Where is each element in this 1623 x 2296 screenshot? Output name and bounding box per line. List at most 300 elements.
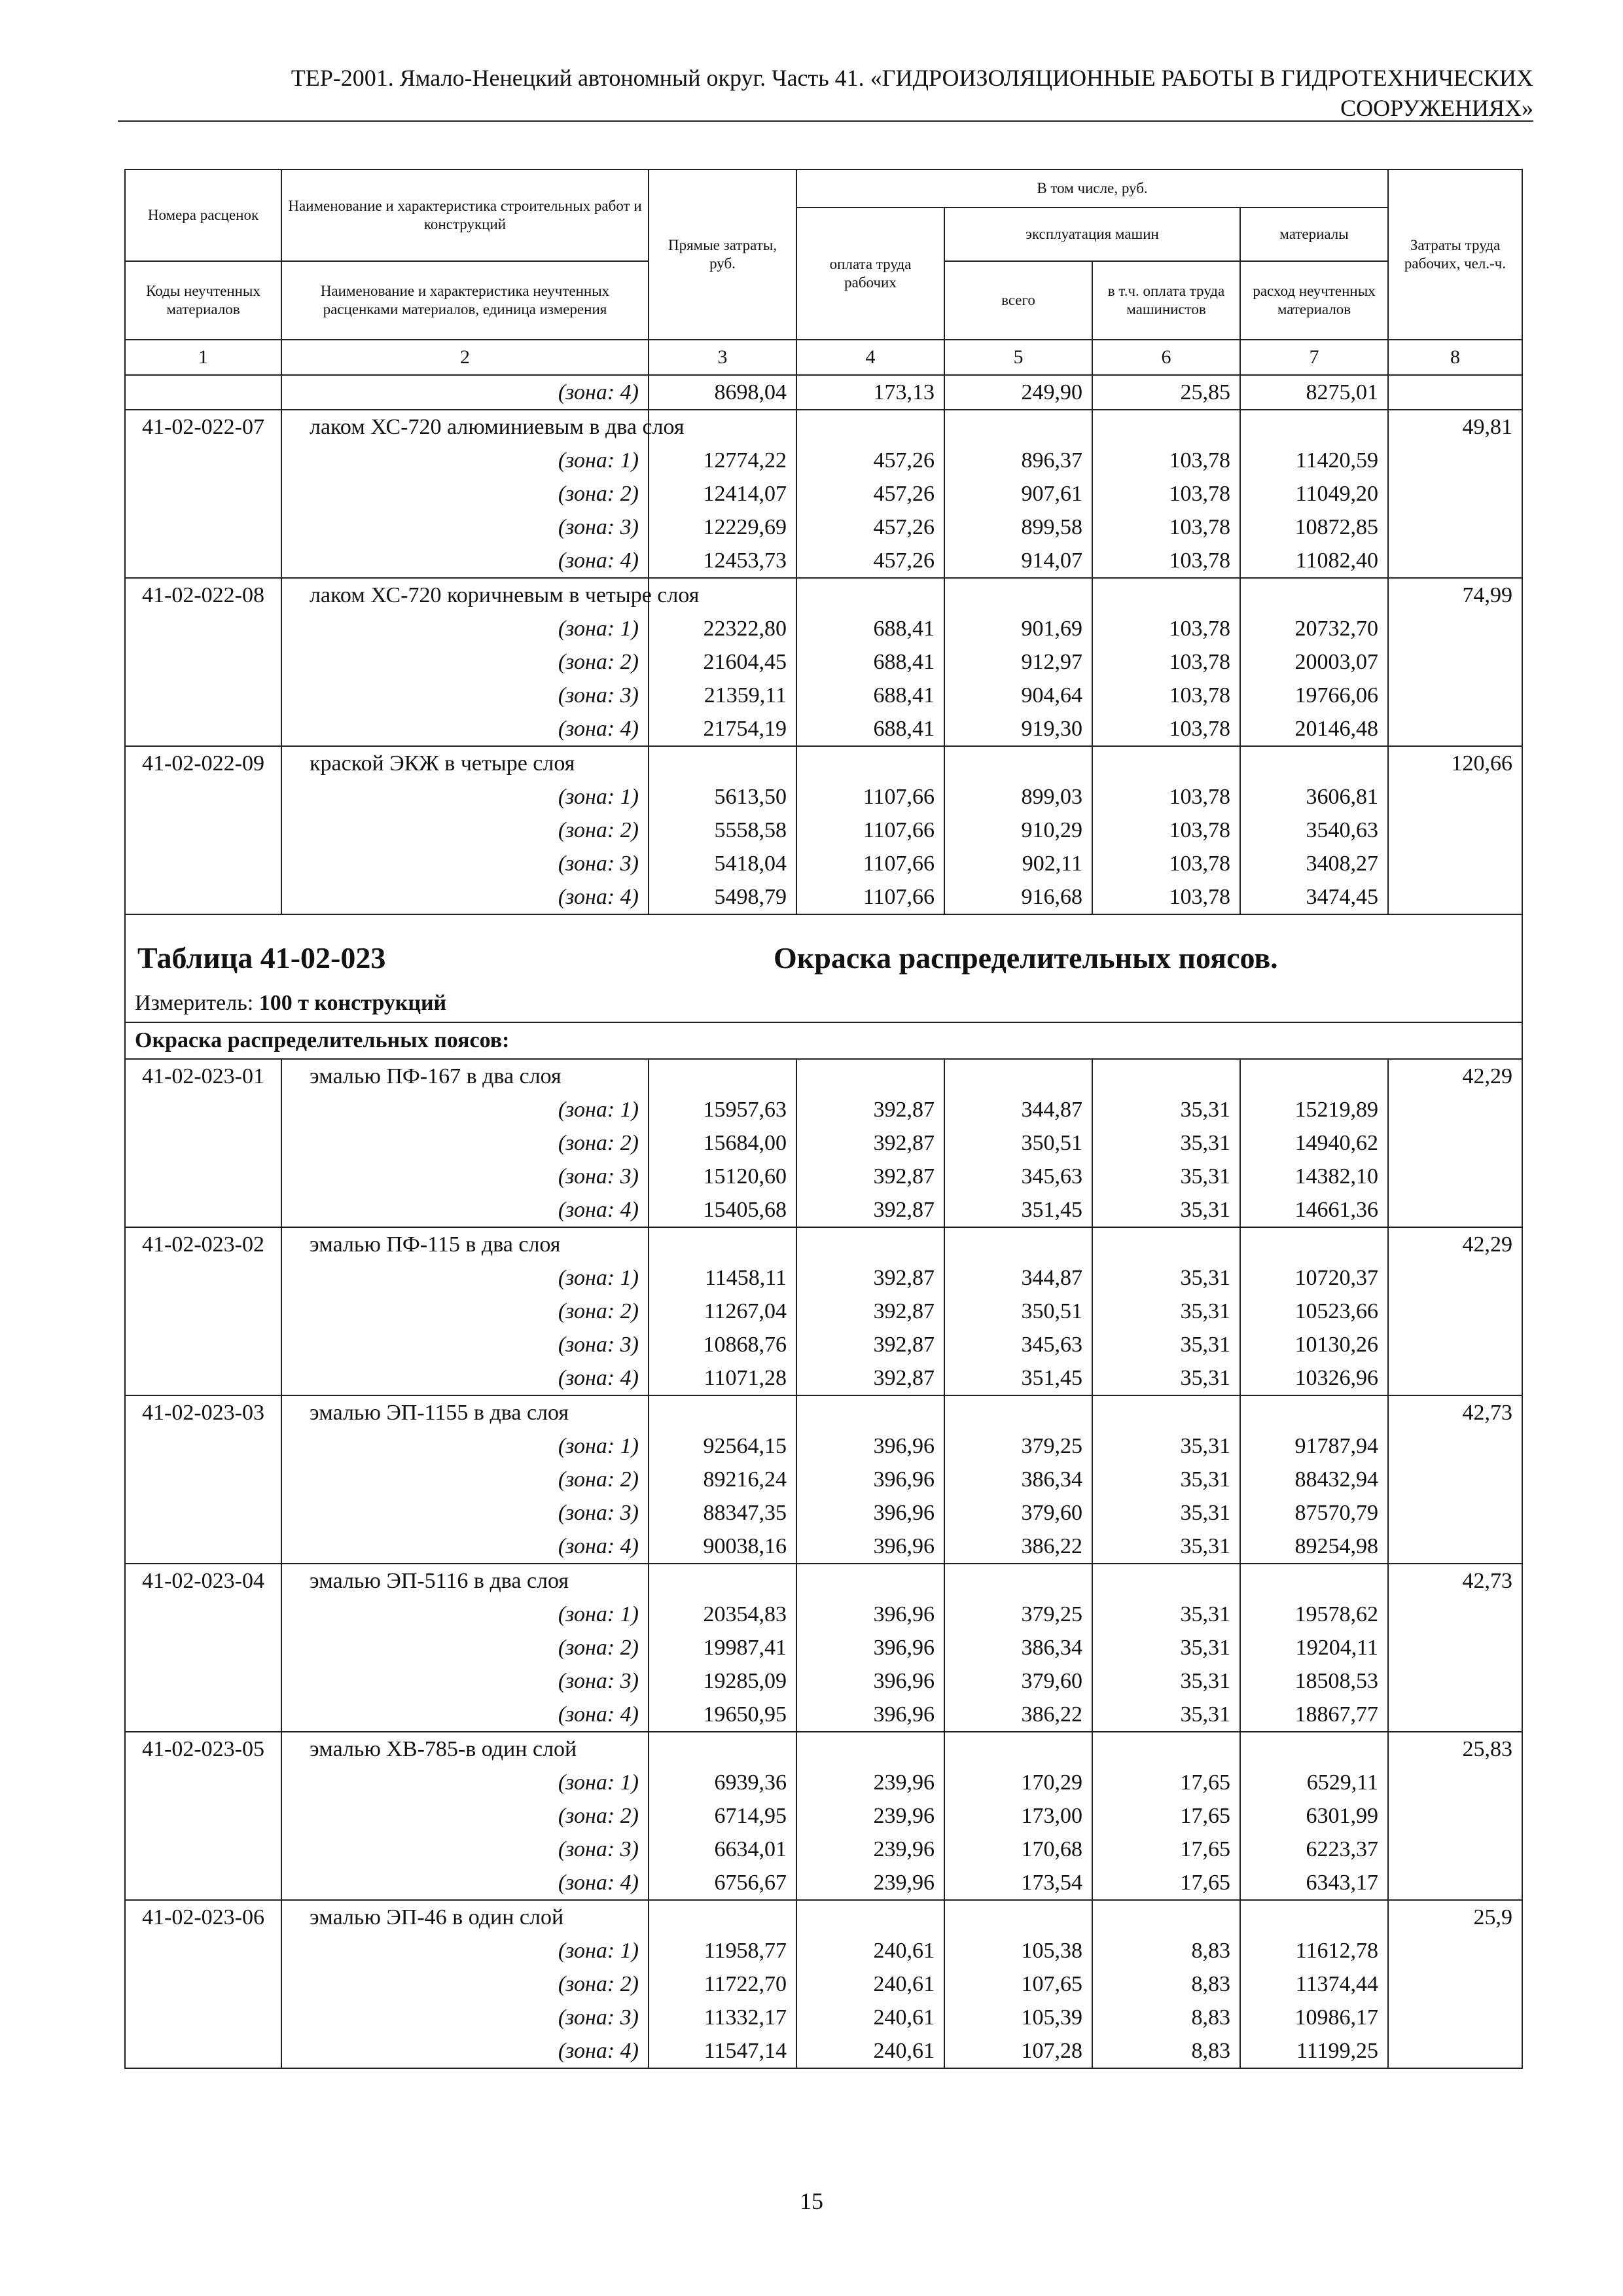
labor-costs-empty [1388, 1698, 1522, 1732]
rate-code-empty [125, 1463, 281, 1496]
zone-label: (зона: 3) [281, 847, 649, 880]
workers-wages: 396,96 [796, 1698, 944, 1732]
machines-total: 351,45 [944, 1361, 1092, 1395]
zone-label: (зона: 3) [281, 1160, 649, 1193]
direct-costs: 11332,17 [649, 2001, 796, 2034]
machinist-wages: 35,31 [1092, 1530, 1240, 1564]
zone-label: (зона: 3) [281, 2001, 649, 2034]
materials-cost: 6343,17 [1240, 1866, 1388, 1900]
table-heading: Окраска распределительных поясов. [774, 941, 1278, 975]
materials-cost: 10720,37 [1240, 1261, 1388, 1295]
workers-wages: 1107,66 [796, 780, 944, 814]
table-row [125, 645, 1522, 679]
rate-code-empty [125, 1295, 281, 1328]
table-row [125, 814, 1522, 847]
machinist-wages: 35,31 [1092, 1698, 1240, 1732]
materials-cost: 20003,07 [1240, 645, 1388, 679]
column-number: 5 [944, 340, 1092, 375]
machines-total: 173,00 [944, 1799, 1092, 1833]
table-body-022 [125, 375, 1522, 914]
table-023-heading [125, 914, 1522, 1059]
header-materials: материалы [1240, 207, 1388, 261]
direct-costs: 21359,11 [649, 679, 796, 712]
zone-label: (зона: 4) [281, 1530, 649, 1564]
workers-wages: 239,96 [796, 1799, 944, 1833]
direct-costs-empty [649, 1900, 796, 1934]
materials-cost-empty [1240, 746, 1388, 780]
zone-label: (зона: 3) [281, 1833, 649, 1866]
materials-cost-empty [1240, 1564, 1388, 1598]
workers-wages: 1107,66 [796, 847, 944, 880]
labor-costs-empty [1388, 814, 1522, 847]
rate-code: 41-02-023-05 [125, 1732, 281, 1766]
zone-label: (зона: 1) [281, 1429, 649, 1463]
workers-wages-empty [796, 1395, 944, 1429]
rate-group-header [125, 1732, 1522, 1766]
zone-label: (зона: 4) [281, 712, 649, 746]
direct-costs: 15405,68 [649, 1193, 796, 1227]
materials-cost: 11612,78 [1240, 1934, 1388, 1967]
rate-code: 41-02-023-01 [125, 1059, 281, 1093]
materials-cost-empty [1240, 1059, 1388, 1093]
machinist-wages: 103,78 [1092, 712, 1240, 746]
machinist-wages-empty [1092, 410, 1240, 444]
column-number: 8 [1388, 340, 1522, 375]
zone-label: (зона: 1) [281, 1934, 649, 1967]
machinist-wages: 35,31 [1092, 1631, 1240, 1664]
workers-wages-empty [796, 1900, 944, 1934]
table-row [125, 1295, 1522, 1328]
machines-total: 386,22 [944, 1530, 1092, 1564]
labor-costs-empty [1388, 1463, 1522, 1496]
rate-code-empty [125, 1799, 281, 1833]
meter-label: Измеритель: [135, 991, 254, 1015]
rate-code-empty [125, 1631, 281, 1664]
machines-total: 105,38 [944, 1934, 1092, 1967]
zone-label: (зона: 4) [281, 544, 649, 578]
zone-label: (зона: 2) [281, 1631, 649, 1664]
zone-label: (зона: 1) [281, 1766, 649, 1799]
direct-costs: 6756,67 [649, 1866, 796, 1900]
machinist-wages: 103,78 [1092, 679, 1240, 712]
table-row [125, 1866, 1522, 1900]
labor-costs-empty [1388, 1967, 1522, 2001]
workers-wages: 392,87 [796, 1126, 944, 1160]
rate-code: 41-02-023-06 [125, 1900, 281, 1934]
table-title-row [125, 914, 1522, 985]
rate-group-header [125, 578, 1522, 612]
table-row [125, 1631, 1522, 1664]
machines-total: 386,34 [944, 1463, 1092, 1496]
labor-costs-empty [1388, 780, 1522, 814]
machines-total-empty [944, 1900, 1092, 1934]
direct-costs: 5558,58 [649, 814, 796, 847]
direct-costs: 6939,36 [649, 1766, 796, 1799]
labor-costs-empty [1388, 2034, 1522, 2068]
materials-cost: 14940,62 [1240, 1126, 1388, 1160]
rate-code-empty [125, 1698, 281, 1732]
workers-wages: 457,26 [796, 477, 944, 511]
machines-total: 170,68 [944, 1833, 1092, 1866]
machinist-wages: 35,31 [1092, 1093, 1240, 1126]
workers-wages-empty [796, 1732, 944, 1766]
table-number: Таблица 41-02-023 [137, 941, 386, 975]
labor-costs: 74,99 [1388, 578, 1522, 612]
table-row [125, 612, 1522, 645]
materials-cost: 88432,94 [1240, 1463, 1388, 1496]
table-row [125, 1093, 1522, 1126]
machines-total: 379,25 [944, 1429, 1092, 1463]
machinist-wages-empty [1092, 1564, 1240, 1598]
direct-costs: 10868,76 [649, 1328, 796, 1361]
materials-cost-empty [1240, 1395, 1388, 1429]
materials-cost: 6223,37 [1240, 1833, 1388, 1866]
machines-total: 914,07 [944, 544, 1092, 578]
labor-costs-empty [1388, 880, 1522, 914]
direct-costs: 12229,69 [649, 511, 796, 544]
zone-label: (зона: 3) [281, 1328, 649, 1361]
rate-code-empty [125, 1126, 281, 1160]
machinist-wages: 103,78 [1092, 645, 1240, 679]
rate-group-header [125, 410, 1522, 444]
labor-costs: 42,29 [1388, 1059, 1522, 1093]
machines-total-empty [944, 578, 1092, 612]
materials-cost: 19578,62 [1240, 1598, 1388, 1631]
rate-code-empty [125, 2001, 281, 2034]
workers-wages: 173,13 [796, 375, 944, 410]
materials-cost: 20732,70 [1240, 612, 1388, 645]
table-row [125, 2001, 1522, 2034]
rate-name: краской ЭКЖ в четыре слоя [281, 746, 649, 780]
direct-costs: 19285,09 [649, 1664, 796, 1698]
materials-cost-empty [1240, 1732, 1388, 1766]
machines-total-empty [944, 410, 1092, 444]
zone-label: (зона: 3) [281, 1496, 649, 1530]
direct-costs: 21604,45 [649, 645, 796, 679]
machines-total-empty [944, 1564, 1092, 1598]
materials-cost: 10326,96 [1240, 1361, 1388, 1395]
labor-costs-empty [1388, 2001, 1522, 2034]
rate-code-empty [125, 1160, 281, 1193]
header-codes: Коды неучтенных материалов [125, 261, 281, 340]
materials-cost: 10986,17 [1240, 2001, 1388, 2034]
rate-code-empty [125, 1598, 281, 1631]
machinist-wages: 8,83 [1092, 2034, 1240, 2068]
labor-costs-empty [1388, 444, 1522, 477]
page-header [118, 63, 1533, 123]
machines-total-empty [944, 1227, 1092, 1261]
header-including: В том числе, руб. [796, 170, 1388, 207]
page-header-line-1: ТЕР-2001. Ямало-Ненецкий автономный округ. Часть 41. «ГИДРОИЗОЛЯЦИОННЫЕ РАБОТЫ В ГИДРОТЕХНИЧЕСКИХ [291, 65, 1533, 91]
rate-group-header [125, 746, 1522, 780]
direct-costs: 12414,07 [649, 477, 796, 511]
rate-name: эмалью ПФ-115 в два слоя [281, 1227, 649, 1261]
machines-total: 351,45 [944, 1193, 1092, 1227]
workers-wages: 1107,66 [796, 814, 944, 847]
materials-cost: 18867,77 [1240, 1698, 1388, 1732]
workers-wages: 396,96 [796, 1631, 944, 1664]
direct-costs: 11958,77 [649, 1934, 796, 1967]
materials-cost: 87570,79 [1240, 1496, 1388, 1530]
direct-costs: 11722,70 [649, 1967, 796, 2001]
section-title: Окраска распределительных поясов: [125, 1022, 1522, 1059]
rate-code-empty [125, 679, 281, 712]
machines-total: 907,61 [944, 477, 1092, 511]
direct-costs-empty [649, 1395, 796, 1429]
rate-group-header [125, 1059, 1522, 1093]
section-row [125, 1022, 1522, 1059]
direct-costs: 22322,80 [649, 612, 796, 645]
direct-costs-empty [649, 1564, 796, 1598]
rate-group-header [125, 1395, 1522, 1429]
machines-total: 107,28 [944, 2034, 1092, 2068]
machinist-wages: 35,31 [1092, 1598, 1240, 1631]
rate-code-empty [125, 880, 281, 914]
machinist-wages: 103,78 [1092, 477, 1240, 511]
workers-wages: 457,26 [796, 544, 944, 578]
rate-name: эмалью ЭП-1155 в два слоя [281, 1395, 649, 1429]
machines-total-empty [944, 1395, 1092, 1429]
direct-costs: 11547,14 [649, 2034, 796, 2068]
zone-label: (зона: 3) [281, 511, 649, 544]
rate-code-empty [125, 477, 281, 511]
machines-total: 912,97 [944, 645, 1092, 679]
materials-cost: 11082,40 [1240, 544, 1388, 578]
labor-costs-empty [1388, 1193, 1522, 1227]
zone-label: (зона: 4) [281, 1361, 649, 1395]
labor-costs: 49,81 [1388, 410, 1522, 444]
rate-name: лаком ХС-720 коричневым в четыре слоя [281, 578, 649, 612]
zone-label: (зона: 2) [281, 1799, 649, 1833]
direct-costs-empty [649, 1059, 796, 1093]
machinist-wages: 8,83 [1092, 2001, 1240, 2034]
header-machines: эксплуатация машин [944, 207, 1240, 261]
machines-total: 345,63 [944, 1160, 1092, 1193]
labor-costs-empty [1388, 1295, 1522, 1328]
rate-code-empty [125, 1328, 281, 1361]
machinist-wages: 103,78 [1092, 444, 1240, 477]
machinist-wages: 17,65 [1092, 1799, 1240, 1833]
machinist-wages-empty [1092, 746, 1240, 780]
direct-costs: 11458,11 [649, 1261, 796, 1295]
materials-cost: 11199,25 [1240, 2034, 1388, 2068]
materials-cost: 10130,26 [1240, 1328, 1388, 1361]
direct-costs: 6714,95 [649, 1799, 796, 1833]
rate-code-empty [125, 712, 281, 746]
machinist-wages-empty [1092, 1227, 1240, 1261]
direct-costs: 89216,24 [649, 1463, 796, 1496]
labor-costs-empty [1388, 1833, 1522, 1866]
machinist-wages-empty [1092, 1900, 1240, 1934]
rate-code-empty [125, 1833, 281, 1866]
machinist-wages: 103,78 [1092, 612, 1240, 645]
labor-costs: 42,73 [1388, 1564, 1522, 1598]
materials-cost-empty [1240, 578, 1388, 612]
table-row [125, 679, 1522, 712]
rate-name: эмалью ПФ-167 в два слоя [281, 1059, 649, 1093]
rate-code-empty [125, 1361, 281, 1395]
machines-total: 344,87 [944, 1093, 1092, 1126]
column-number: 6 [1092, 340, 1240, 375]
materials-cost: 11420,59 [1240, 444, 1388, 477]
materials-cost-empty [1240, 1227, 1388, 1261]
rate-code [125, 375, 281, 410]
materials-cost: 6301,99 [1240, 1799, 1388, 1833]
machinist-wages: 35,31 [1092, 1328, 1240, 1361]
labor-costs-empty [1388, 1261, 1522, 1295]
labor-costs-empty [1388, 1934, 1522, 1967]
machinist-wages: 103,78 [1092, 814, 1240, 847]
header-material-name: Наименование и характеристика неучтенных расценками материалов, единица измерения [281, 261, 649, 340]
labor-costs-empty [1388, 712, 1522, 746]
table-row [125, 1463, 1522, 1496]
machinist-wages: 103,78 [1092, 511, 1240, 544]
rate-code-empty [125, 814, 281, 847]
table-row [125, 1261, 1522, 1295]
materials-cost: 19204,11 [1240, 1631, 1388, 1664]
direct-costs: 15684,00 [649, 1126, 796, 1160]
zone-label: (зона: 4) [281, 375, 649, 410]
rate-name: лаком ХС-720 алюминиевым в два слоя [281, 410, 649, 444]
rate-code: 41-02-022-08 [125, 578, 281, 612]
rates-table [124, 169, 1523, 2069]
machines-total: 899,58 [944, 511, 1092, 544]
direct-costs: 8698,04 [649, 375, 796, 410]
rate-code-empty [125, 1193, 281, 1227]
labor-costs-empty [1388, 645, 1522, 679]
header-divider [118, 120, 1533, 122]
zone-label: (зона: 2) [281, 1463, 649, 1496]
header-machinist-wages: в т.ч. оплата труда машинистов [1092, 261, 1240, 340]
labor-costs-empty [1388, 1160, 1522, 1193]
workers-wages: 457,26 [796, 444, 944, 477]
labor-costs-empty [1388, 612, 1522, 645]
machinist-wages: 103,78 [1092, 780, 1240, 814]
machinist-wages: 35,31 [1092, 1496, 1240, 1530]
table-row [125, 1664, 1522, 1698]
materials-cost: 3474,45 [1240, 880, 1388, 914]
direct-costs: 15957,63 [649, 1093, 796, 1126]
rate-code-empty [125, 1967, 281, 2001]
zone-label: (зона: 4) [281, 2034, 649, 2068]
materials-cost: 19766,06 [1240, 679, 1388, 712]
rate-code-empty [125, 2034, 281, 2068]
zone-label: (зона: 2) [281, 1967, 649, 2001]
machinist-wages: 35,31 [1092, 1429, 1240, 1463]
workers-wages: 392,87 [796, 1160, 944, 1193]
workers-wages: 396,96 [796, 1530, 944, 1564]
machinist-wages-empty [1092, 1395, 1240, 1429]
materials-cost: 8275,01 [1240, 375, 1388, 410]
workers-wages: 240,61 [796, 2001, 944, 2034]
machines-total: 173,54 [944, 1866, 1092, 1900]
header-direct-costs: Прямые затраты, руб. [649, 170, 796, 340]
table-row [125, 1160, 1522, 1193]
direct-costs: 92564,15 [649, 1429, 796, 1463]
direct-costs-empty [649, 746, 796, 780]
machinist-wages: 35,31 [1092, 1463, 1240, 1496]
zone-label: (зона: 3) [281, 679, 649, 712]
table-row [125, 511, 1522, 544]
rate-code: 41-02-022-07 [125, 410, 281, 444]
machines-total-empty [944, 746, 1092, 780]
direct-costs: 20354,83 [649, 1598, 796, 1631]
direct-costs: 5613,50 [649, 780, 796, 814]
direct-costs: 88347,35 [649, 1496, 796, 1530]
labor-costs [1388, 375, 1522, 410]
machinist-wages: 17,65 [1092, 1833, 1240, 1866]
rate-code-empty [125, 1093, 281, 1126]
header-unaccounted-materials: расход неучтенных материалов [1240, 261, 1388, 340]
header-work-name: Наименование и характеристика строительных работ и конструкций [281, 170, 649, 261]
labor-costs: 42,29 [1388, 1227, 1522, 1261]
workers-wages: 240,61 [796, 1967, 944, 2001]
labor-costs-empty [1388, 511, 1522, 544]
materials-cost: 91787,94 [1240, 1429, 1388, 1463]
workers-wages: 396,96 [796, 1429, 944, 1463]
labor-costs-empty [1388, 1126, 1522, 1160]
direct-costs: 5498,79 [649, 880, 796, 914]
workers-wages: 240,61 [796, 2034, 944, 2068]
machines-total: 350,51 [944, 1295, 1092, 1328]
machinist-wages: 103,78 [1092, 544, 1240, 578]
machines-total: 904,64 [944, 679, 1092, 712]
rate-code-empty [125, 1429, 281, 1463]
materials-cost: 10523,66 [1240, 1295, 1388, 1328]
labor-costs: 42,73 [1388, 1395, 1522, 1429]
machines-total: 105,39 [944, 2001, 1092, 2034]
materials-cost-empty [1240, 410, 1388, 444]
table-row [125, 477, 1522, 511]
table-header [125, 170, 1522, 375]
header-machines-total: всего [944, 261, 1092, 340]
labor-costs-empty [1388, 1799, 1522, 1833]
labor-costs-empty [1388, 1631, 1522, 1664]
labor-costs-empty [1388, 679, 1522, 712]
meter-value: 100 т конструкций [259, 991, 447, 1015]
machinist-wages: 35,31 [1092, 1664, 1240, 1698]
direct-costs: 15120,60 [649, 1160, 796, 1193]
table-row [125, 1934, 1522, 1967]
rate-code: 41-02-023-04 [125, 1564, 281, 1598]
machines-total: 901,69 [944, 612, 1092, 645]
materials-cost: 89254,98 [1240, 1530, 1388, 1564]
machines-total: 344,87 [944, 1261, 1092, 1295]
machinist-wages-empty [1092, 1059, 1240, 1093]
header-wages: оплата труда рабочих [796, 207, 944, 340]
machines-total: 345,63 [944, 1328, 1092, 1361]
zone-label: (зона: 1) [281, 612, 649, 645]
labor-costs-empty [1388, 1093, 1522, 1126]
workers-wages-empty [796, 1564, 944, 1598]
labor-costs-empty [1388, 1530, 1522, 1564]
workers-wages: 392,87 [796, 1193, 944, 1227]
zone-label: (зона: 1) [281, 1261, 649, 1295]
direct-costs: 19650,95 [649, 1698, 796, 1732]
column-number: 7 [1240, 340, 1388, 375]
rate-code-empty [125, 544, 281, 578]
zone-label: (зона: 4) [281, 1698, 649, 1732]
zone-label: (зона: 1) [281, 1598, 649, 1631]
rate-code: 41-02-023-02 [125, 1227, 281, 1261]
machines-total: 379,25 [944, 1598, 1092, 1631]
machinist-wages: 103,78 [1092, 880, 1240, 914]
direct-costs: 11267,04 [649, 1295, 796, 1328]
rate-name: эмалью ЭП-5116 в два слоя [281, 1564, 649, 1598]
materials-cost: 10872,85 [1240, 511, 1388, 544]
rate-group-header [125, 1564, 1522, 1598]
workers-wages: 688,41 [796, 612, 944, 645]
